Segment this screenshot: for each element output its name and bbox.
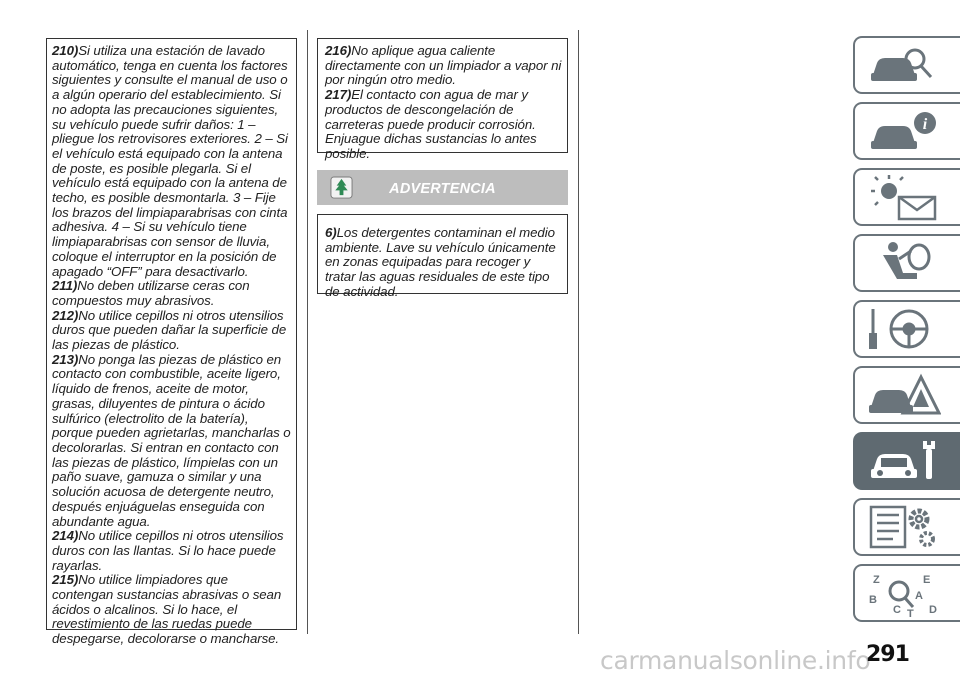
- note-text: Los detergentes contaminan el medio ambiente. Lave su vehículo únicamente en zonas equipadas para recoger y tratar las aguas residuales de este tipo de actividad.: [325, 225, 556, 299]
- specs-gear-icon: [867, 503, 941, 551]
- tab-safety[interactable]: [853, 234, 960, 292]
- alphabetical-index-icon: [867, 569, 941, 617]
- note-item: [52, 44, 292, 279]
- tab-index[interactable]: [853, 564, 960, 622]
- note-number: 216): [325, 43, 352, 58]
- note-number: 211): [52, 278, 78, 294]
- note-item: [52, 573, 292, 647]
- note-number: 214): [52, 528, 79, 544]
- warning-box: [317, 214, 568, 299]
- note-item: [52, 279, 292, 308]
- svg-text:Z: Z: [873, 574, 880, 586]
- note-number: 215): [52, 572, 79, 588]
- steering-wheel-key-icon: [867, 305, 941, 353]
- tab-warning-lights[interactable]: [853, 168, 960, 226]
- note-text: No utilice limpiadores que contengan sustancias abrasivas o sean ácidos o alcalinos. Si lo hace, el revestimiento de las ruedas puede despegarse, decolorarse o mancharse.: [52, 572, 282, 647]
- page-number: 291: [866, 642, 909, 667]
- car-magnifier-icon: [867, 41, 941, 89]
- column-divider: [578, 30, 579, 634]
- note-text: No deben utilizarse ceras con compuestos muy abrasivos.: [52, 278, 250, 308]
- warning-header: [317, 170, 568, 205]
- note-text: No utilice cepillos ni otros utensilios duros que pueden dañar la superficie de las piezas de plástico.: [52, 307, 287, 353]
- note-text: No aplique agua caliente directamente con un limpiador a vapor ni por ningún otro medio.: [325, 43, 562, 88]
- tab-car-info[interactable]: [853, 102, 960, 160]
- note-item: [325, 226, 564, 300]
- note-number: 217): [325, 87, 352, 103]
- note-text: El contacto con agua de mar y productos de descongelación de carreteras puede producir corrosión. Enjuague dichas sustancias lo antes posible.: [325, 87, 537, 161]
- warning-light-message-icon: [867, 173, 941, 221]
- tab-starting-driving[interactable]: [853, 300, 960, 358]
- note-number: 210): [52, 43, 79, 58]
- watermark: carmanualsonline.info: [600, 646, 871, 675]
- notes-box-right: [317, 38, 568, 161]
- svg-text:A: A: [915, 590, 923, 602]
- svg-text:B: B: [869, 594, 877, 606]
- column-divider: [307, 30, 308, 634]
- notes-box-left: [46, 38, 297, 647]
- car-wrench-icon: [867, 437, 941, 485]
- note-text: Si utiliza una estación de lavado automático, tenga en cuenta los factores siguientes y consulte el manual de uso o a algún operario del establecimiento. Si no adopta las precauciones siguientes, su vehículo puede sufrir daños: 1 – pliegue los retrovisores exteriores. 2 – Si el vehículo está equipado con la antena de poste, es posible plegarla. Si el vehículo está equipado con la antena de techo, es posible desmontarla. 3 – Fije los brazos del limpiaparabrisas con cinta adhesiva. 4 – Si su vehículo tiene limpiaparabrisas con sensor de lluvia, coloque el interruptor en la posición de apagado “OFF” para desactivarlo.: [52, 43, 288, 279]
- warning-title: ADVERTENCIA: [389, 181, 496, 197]
- note-text: No utilice cepillos ni otros utensilios duros con las llantas. Si lo hace puede rayarlas.: [52, 528, 284, 573]
- tab-emergency[interactable]: [853, 366, 960, 424]
- note-number: 6): [325, 225, 337, 240]
- note-item: [325, 88, 564, 162]
- note-number: 212): [52, 307, 79, 323]
- tab-maintenance[interactable]: [853, 432, 960, 490]
- car-breakdown-triangle-icon: [867, 371, 941, 419]
- note-item: [52, 309, 292, 353]
- svg-text:D: D: [929, 604, 937, 616]
- car-info-icon: [867, 107, 941, 155]
- tab-car-magnifier[interactable]: [853, 36, 960, 94]
- note-item: [52, 529, 292, 573]
- tab-technical-data[interactable]: [853, 498, 960, 556]
- note-number: 213): [52, 351, 79, 367]
- svg-text:C: C: [893, 604, 901, 616]
- svg-text:i: i: [922, 116, 928, 133]
- svg-text:T: T: [907, 608, 914, 617]
- svg-text:E: E: [923, 574, 931, 586]
- note-item: [325, 44, 564, 88]
- note-text: No ponga las piezas de plástico en contacto con combustible, aceite ligero, líquido de frenos, aceite de motor, grasas, diluyentes de pintura o ácido sulfúrico (electrolito de la batería), porque pueden agrietarlas, mancharlas o decolorarlas. Si entran en contacto con las piezas de plástico, límpielas con un paño suave, gamuza o similar y una solución acuosa de detergente neutro, después enjuáguelas enseguida con abundante agua.: [52, 351, 291, 529]
- seat-airbag-icon: [867, 239, 941, 287]
- note-item: [52, 353, 292, 529]
